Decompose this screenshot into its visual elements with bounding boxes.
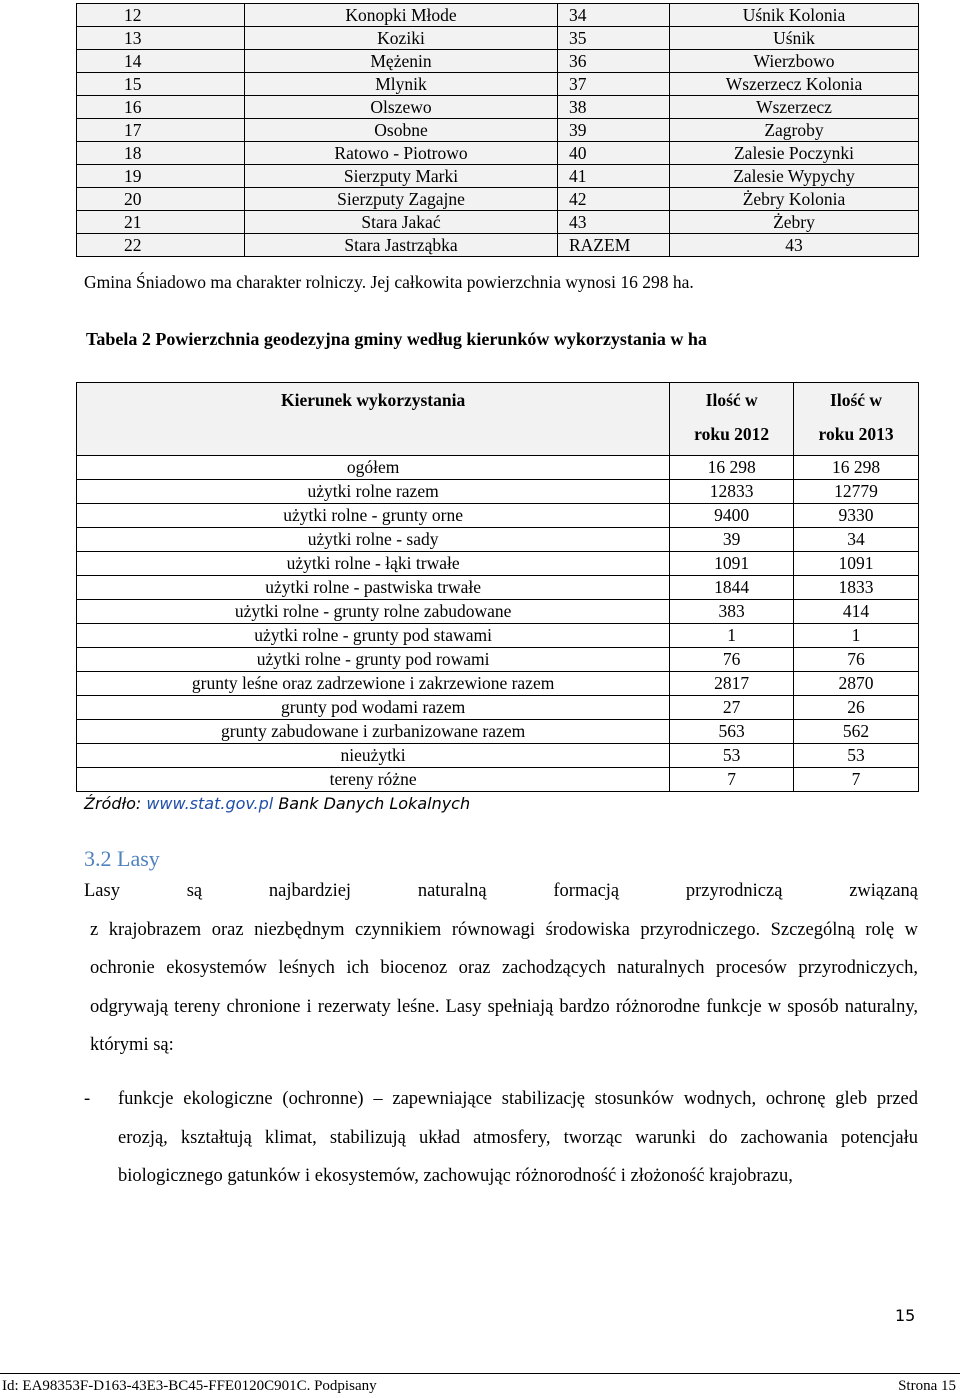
land-use-row [77, 552, 919, 576]
land-use-row [77, 480, 919, 504]
value-2012: 2817 [670, 672, 794, 696]
village-name: Uśnik Kolonia [670, 4, 919, 27]
village-number: 22 [77, 234, 245, 257]
village-name: Wszerzecz Kolonia [670, 73, 919, 96]
land-use-row [77, 576, 919, 600]
village-name: Wszerzecz [670, 96, 919, 119]
footer-document-id: Id: EA98353F-D163-43E3-BC45-FFE0120C901C. Podpisany [2, 1378, 377, 1394]
village-number: 16 [77, 96, 245, 119]
village-name: Zalesie Poczynki [670, 142, 919, 165]
value-2012: 1 [670, 624, 794, 648]
land-use-label: grunty leśne oraz zadrzewione i zakrzewione razem [77, 672, 670, 696]
value-2012: 563 [670, 720, 794, 744]
village-number: 43 [558, 211, 670, 234]
source-suffix: Bank Danych Lokalnych [273, 794, 471, 813]
village-number: 20 [77, 188, 245, 211]
village-name: Konopki Młode [245, 4, 558, 27]
village-number: 35 [558, 27, 670, 50]
bullet-ecological-functions: funkcje ekologiczne (ochronne) – zapewniające stabilizację stosunków wodnych, ochronę gleb przed erozją, kształtują klimat, stabilizują układ atmosfery, tworząc warunki do zachowania potencjału biologicznego gatunków i ekosystemów, zachowując różnorodność i złożoność krajobrazu, [118, 1089, 918, 1186]
land-use-row [77, 768, 919, 792]
section-heading: 3.2 Lasy [84, 846, 160, 871]
value-2012: 53 [670, 744, 794, 768]
village-row [77, 96, 919, 119]
village-number: 36 [558, 50, 670, 73]
value-2012: 12833 [670, 480, 794, 504]
land-use-label: użytki rolne - sady [77, 528, 670, 552]
value-2013: 1833 [794, 576, 919, 600]
source-link[interactable]: www.stat.gov.pl [146, 794, 274, 813]
village-name: Sierzputy Marki [245, 165, 558, 188]
village-number: 40 [558, 142, 670, 165]
village-name: Olszewo [245, 96, 558, 119]
page-number: 15 [895, 1306, 916, 1325]
village-name: Stara Jakać [245, 211, 558, 234]
value-2013: 9330 [794, 504, 919, 528]
village-number: 34 [558, 4, 670, 27]
value-2013: 53 [794, 744, 919, 768]
village-row [77, 142, 919, 165]
village-name: Uśnik [670, 27, 919, 50]
value-2013: 2870 [794, 672, 919, 696]
land-use-row [77, 600, 919, 624]
village-name: Osobne [245, 119, 558, 142]
paragraph-rest: z krajobrazem oraz niezbędnym czynnikiem równowagi środowiska przyrodniczego. Szczególną rolę w ochronie ekosystemów leśnych ich biocenoz oraz zachodzących naturalnych procesów przyrodniczych, odgrywają tereny chronione i rezerwaty leśne. Lasy spełniają bardzo różnorodne funkcje w sposób naturalny, którymi są: [90, 919, 918, 1055]
land-use-row [77, 648, 919, 672]
land-use-label: użytki rolne - grunty orne [77, 504, 670, 528]
land-use-row [77, 720, 919, 744]
header-2013-line2: roku 2013 [818, 424, 894, 444]
land-use-row [77, 504, 919, 528]
land-use-header-row [77, 383, 919, 456]
village-row [77, 119, 919, 142]
village-number: 38 [558, 96, 670, 119]
village-number: 15 [77, 73, 245, 96]
source-note [84, 794, 470, 813]
land-use-label: użytki rolne - grunty pod rowami [77, 648, 670, 672]
village-number: 14 [77, 50, 245, 73]
value-2013: 1091 [794, 552, 919, 576]
village-name: Wierzbowo [670, 50, 919, 73]
village-row [77, 73, 919, 96]
village-number: 21 [77, 211, 245, 234]
source-prefix: Źródło: [84, 794, 147, 813]
village-row [77, 4, 919, 27]
value-2012: 76 [670, 648, 794, 672]
value-2013: 34 [794, 528, 919, 552]
land-use-row [77, 624, 919, 648]
land-use-label: grunty zabudowane i zurbanizowane razem [77, 720, 670, 744]
village-row [77, 165, 919, 188]
village-name: Żebry [670, 211, 919, 234]
village-name: Żebry Kolonia [670, 188, 919, 211]
header-year-2013 [794, 383, 919, 456]
forest-paragraph [84, 872, 918, 1065]
village-name: Stara Jastrząbka [245, 234, 558, 257]
land-use-label: tereny różne [77, 768, 670, 792]
village-number: RAZEM [558, 234, 670, 257]
village-number: 39 [558, 119, 670, 142]
value-2012: 1091 [670, 552, 794, 576]
village-number: 12 [77, 4, 245, 27]
value-2012: 27 [670, 696, 794, 720]
land-use-label: użytki rolne - grunty pod stawami [77, 624, 670, 648]
village-name: Zalesie Wypychy [670, 165, 919, 188]
value-2013: 26 [794, 696, 919, 720]
village-number: 37 [558, 73, 670, 96]
land-use-label: użytki rolne - pastwiska trwałe [77, 576, 670, 600]
value-2012: 383 [670, 600, 794, 624]
village-number: 18 [77, 142, 245, 165]
value-2013: 7 [794, 768, 919, 792]
land-use-label: grunty pod wodami razem [77, 696, 670, 720]
header-land-use-label: Kierunek wykorzystania [280, 390, 466, 410]
land-use-label: użytki rolne - łąki trwałe [77, 552, 670, 576]
land-use-table [76, 382, 919, 792]
table-caption: Tabela 2 Powierzchnia geodezyjna gminy według kierunków wykorzystania w ha [86, 329, 707, 349]
value-2012: 7 [670, 768, 794, 792]
village-name: Mężenin [245, 50, 558, 73]
land-use-row [77, 696, 919, 720]
header-year-2012 [670, 383, 794, 456]
land-use-row [77, 744, 919, 768]
land-use-row [77, 456, 919, 480]
value-2013: 16 298 [794, 456, 919, 480]
village-name: Ratowo - Piotrowo [245, 142, 558, 165]
land-use-row [77, 672, 919, 696]
value-2013: 562 [794, 720, 919, 744]
value-2013: 414 [794, 600, 919, 624]
village-number: 17 [77, 119, 245, 142]
village-number: 19 [77, 165, 245, 188]
land-use-label: nieużytki [77, 744, 670, 768]
village-row [77, 27, 919, 50]
footer-page-label: Strona 15 [898, 1378, 956, 1394]
land-use-row [77, 528, 919, 552]
land-use-label: użytki rolne - grunty rolne zabudowane [77, 600, 670, 624]
village-name: Sierzputy Zagajne [245, 188, 558, 211]
village-row [77, 188, 919, 211]
village-number: 13 [77, 27, 245, 50]
village-row [77, 234, 919, 257]
village-name: Koziki [245, 27, 558, 50]
header-2012-line1: Ilość w [705, 390, 758, 410]
value-2012: 1844 [670, 576, 794, 600]
village-name: Zagroby [670, 119, 919, 142]
header-2012-line2: roku 2012 [694, 424, 770, 444]
value-2012: 9400 [670, 504, 794, 528]
village-number: 42 [558, 188, 670, 211]
village-name: Mlynik [245, 73, 558, 96]
value-2012: 16 298 [670, 456, 794, 480]
village-name: 43 [670, 234, 919, 257]
header-land-use [77, 383, 670, 456]
land-use-label: ogółem [77, 456, 670, 480]
paragraph-first-line: Lasy są najbardziej naturalną formacją przyrodniczą związaną [84, 881, 918, 901]
value-2013: 1 [794, 624, 919, 648]
value-2012: 39 [670, 528, 794, 552]
value-2013: 76 [794, 648, 919, 672]
header-2013-line1: Ilość w [830, 390, 883, 410]
intro-text: Gmina Śniadowo ma charakter rolniczy. Jej całkowita powierzchnia wynosi 16 298 ha. [84, 272, 694, 292]
value-2013: 12779 [794, 480, 919, 504]
land-use-label: użytki rolne razem [77, 480, 670, 504]
villages-table [76, 3, 919, 257]
village-row [77, 50, 919, 73]
village-number: 41 [558, 165, 670, 188]
footer-divider [0, 1373, 960, 1374]
bullet-dash: - [84, 1089, 91, 1109]
village-row [77, 211, 919, 234]
